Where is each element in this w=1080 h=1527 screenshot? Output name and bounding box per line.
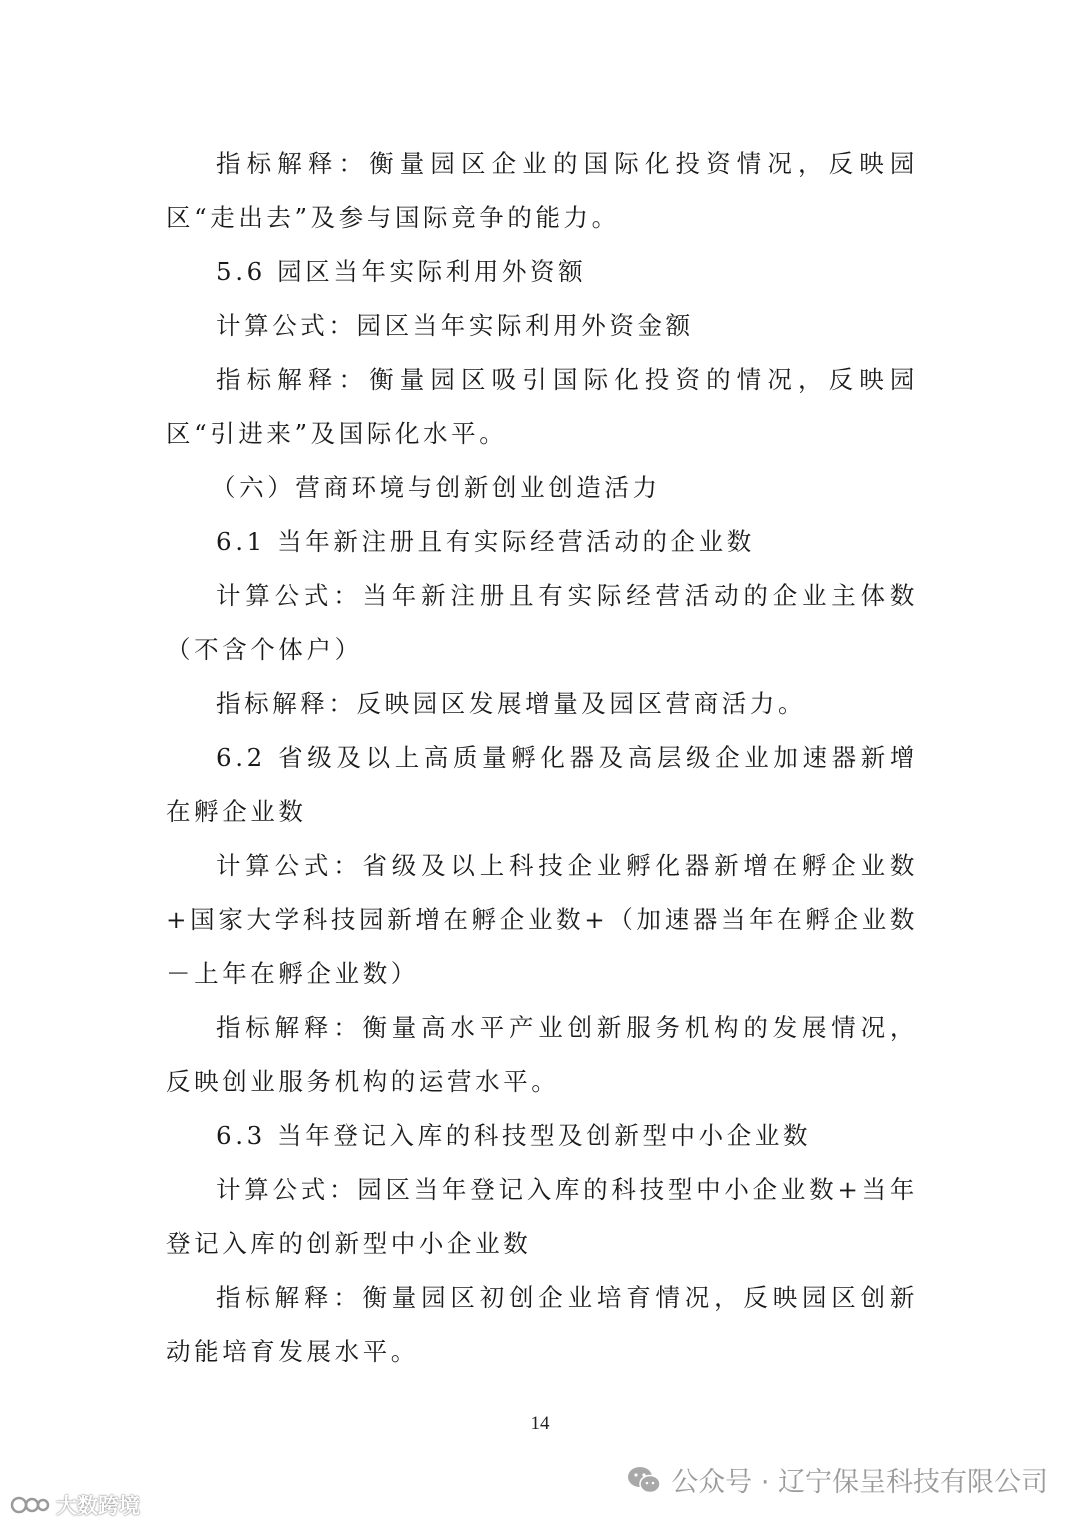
platform-watermark bbox=[10, 1490, 140, 1520]
paragraph-formula-6-3: 计算公式：园区当年登记入库的科技型中小企业数+当年登记入库的创新型中小企业数 bbox=[166, 1175, 918, 1258]
platform-name: 大数跨境 bbox=[56, 1494, 140, 1518]
wechat-account-name: 公众号 · 辽宁保呈科技有限公司 bbox=[671, 1467, 1048, 1498]
paragraph-formula-6-1: 计算公式：当年新注册且有实际经营活动的企业主体数（不含个体户） bbox=[166, 581, 918, 664]
paragraph-formula-5-6: 计算公式：园区当年实际利用外资金额 bbox=[216, 311, 694, 340]
paragraph-indicator-explanation-6-3: 指标解释：衡量园区初创企业培育情况，反映园区创新动能培育发展水平。 bbox=[166, 1283, 918, 1366]
paragraph-indicator-explanation-5-5: 指标解释：衡量园区企业的国际化投资情况，反映园区“走出去”及参与国际竞争的能力。 bbox=[166, 149, 918, 232]
heading-6-1: 6.1 当年新注册且有实际经营活动的企业数 bbox=[216, 527, 755, 556]
wechat-icon bbox=[627, 1465, 661, 1495]
section-heading-6: （六）营商环境与创新创业创造活力 bbox=[211, 473, 661, 502]
wechat-watermark bbox=[627, 1460, 1048, 1499]
paragraph-indicator-explanation-6-1: 指标解释：反映园区发展增量及园区营商活力。 bbox=[216, 689, 807, 718]
heading-6-3: 6.3 当年登记入库的科技型及创新型中小企业数 bbox=[216, 1121, 812, 1150]
paragraph-formula-6-2: 计算公式：省级及以上科技企业孵化器新增在孵企业数+国家大学科技园新增在孵企业数+（加速器当年在孵企业数－上年在孵企业数） bbox=[166, 851, 918, 988]
page-number: 14 bbox=[530, 1413, 550, 1434]
heading-6-2: 6.2 省级及以上高质量孵化器及高层级企业加速器新增在孵企业数 bbox=[166, 743, 918, 826]
paragraph-indicator-explanation-5-6: 指标解释：衡量园区吸引国际化投资的情况，反映园区“引进来”及国际化水平。 bbox=[166, 365, 918, 448]
paragraph-indicator-explanation-6-2: 指标解释：衡量高水平产业创新服务机构的发展情况，反映创业服务机构的运营水平。 bbox=[166, 1013, 918, 1096]
platform-logo-icon bbox=[10, 1492, 50, 1518]
heading-5-6: 5.6 园区当年实际利用外资额 bbox=[216, 257, 587, 286]
